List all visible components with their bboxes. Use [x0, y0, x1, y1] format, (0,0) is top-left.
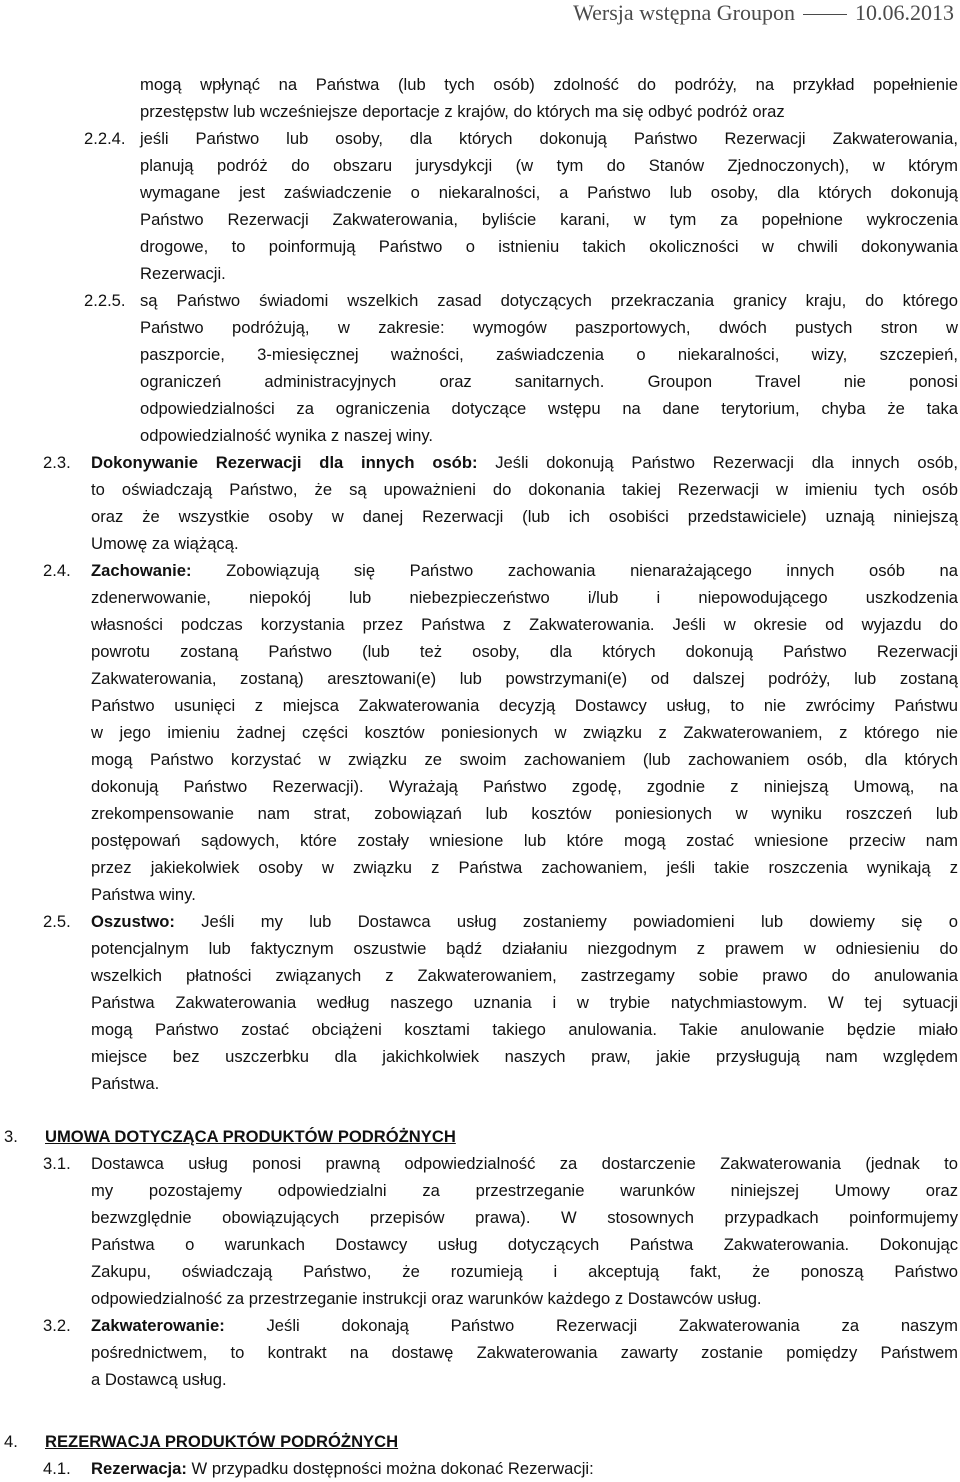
- section-title: Zakwaterowanie:: [91, 1316, 225, 1335]
- paragraph-line: są Państwo świadomi wszelkich zasad dotyczących przekraczania granicy kraju, do którego: [140, 291, 958, 310]
- document-body: [0, 71, 960, 1482]
- paragraph-line: odpowiedzialności za ograniczenia dotyczące wstępu na dane terytorium, chyba że taka: [140, 399, 958, 418]
- heading-number: 4.: [4, 1432, 18, 1451]
- paragraph-line: własności podczas korzystania przez Państwa z Zakwaterowania. Jeśli w okresie od wyjazdu do: [91, 615, 958, 634]
- paragraph-line: postępowań sądowych, które zostały wniesione lub które mogą zostać wniesione przeciw nam: [91, 831, 958, 850]
- header-date: 10.06.2013: [855, 0, 954, 25]
- paragraph-line: odpowiedzialność wynika z naszej winy.: [140, 426, 433, 445]
- paragraph-line: Państwo Rezerwacji Zakwaterowania, byliście karani, w tym za popełnione wykroczenia: [140, 210, 958, 229]
- paragraph-text: W przypadku dostępności można dokonać Rezerwacji:: [186, 1459, 594, 1478]
- section-number: 3.2.: [43, 1316, 71, 1335]
- paragraph-text: Jeśli dokonują Państwo Rezerwacji dla innych osób,: [477, 453, 958, 472]
- document-header: [573, 0, 954, 30]
- paragraph-line: paszporcie, 3-miesięcznej ważności, zaświadczenia o niekaralności, wizy, szczepień,: [140, 345, 958, 364]
- section-number: 3.1.: [43, 1154, 71, 1173]
- paragraph-line: mogą Państwo zostać obciążeni kosztami takiego anulowania. Takie anulowanie będzie miało: [91, 1020, 958, 1039]
- clause-number: 2.2.4.: [84, 129, 126, 148]
- paragraph-line: Państwo usunięci z miejsca Zakwaterowania decyzją Dostawcy usług, to nie zwrócimy Państwu: [91, 696, 958, 715]
- paragraph-line: powrotu zostaną Państwo (lub też osoby, dla których dokonują Państwo Rezerwacji: [91, 642, 958, 661]
- paragraph-line: przez jakiekolwiek osoby w związku z Państwa zachowaniem, jeśli takie roszczenia wynikają z: [91, 858, 958, 877]
- paragraph-line: wymagane jest zaświadczenie o niekaralności, a Państwo lub osoby, dla których dokonują: [140, 183, 958, 202]
- paragraph-line: w jego imieniu żadnej części kosztów poniesionych w związku z Zakwaterowaniem, z którego nie: [91, 723, 958, 742]
- paragraph-line: Zakwaterowania, zostaną) aresztowani(e) lub powstrzymani(e) od dalszej podróży, lub zostaną: [91, 669, 958, 688]
- clause-number: 2.2.5.: [84, 291, 126, 310]
- section-title: Rezerwacja:: [91, 1459, 187, 1478]
- section-2-5: [0, 908, 960, 1097]
- paragraph-line: Rezerwacji.: [140, 264, 226, 283]
- section-3-1: [0, 1150, 960, 1312]
- section-number: 2.5.: [43, 912, 71, 931]
- section-title: Zachowanie:: [91, 561, 192, 580]
- paragraph-line: jeśli Państwo lub osoby, dla których dokonują Państwo Rezerwacji Zakwaterowania,: [140, 129, 958, 148]
- paragraph-line: Zakupu, oświadczają Państwo, że rozumieją i akceptują fakt, że ponoszą Państwo: [91, 1262, 958, 1281]
- paragraph-line: a Dostawcą usług.: [91, 1370, 227, 1389]
- section-3-2: [0, 1312, 960, 1393]
- paragraph-line: Umowę za wiążącą.: [91, 534, 239, 553]
- paragraph-line: miejsce bez uszczerbku dla jakichkolwiek naszych praw, jakie przysługują nam względem: [91, 1047, 958, 1066]
- section-number: 2.4.: [43, 561, 71, 580]
- paragraph-line: mogą Państwo korzystać w związku ze swoim zachowaniem (lub zachowaniem osób, dla których: [91, 750, 958, 769]
- header-dash: [803, 14, 847, 15]
- section-2-4: [0, 557, 960, 908]
- paragraph-line: Dostawca usług ponosi prawną odpowiedzialność za dostarczenie Zakwaterowania (jednak to: [91, 1154, 958, 1173]
- paragraph-line: dokonują Państwo Rezerwacji). Wyrażają Państwo zgodę, zgodnie z niniejszą Umową, na: [91, 777, 958, 796]
- paragraph-line: my pozostajemy odpowiedzialni za przestrzeganie warunków niniejszej Umowy oraz: [91, 1181, 958, 1200]
- section-heading-3: [0, 1123, 960, 1150]
- heading-title: UMOWA DOTYCZĄCA PRODUKTÓW PODRÓŻNYCH: [45, 1127, 456, 1146]
- heading-title: REZERWACJA PRODUKTÓW PODRÓŻNYCH: [45, 1432, 399, 1451]
- paragraph-line: zdenerwowanie, niepokój lub niebezpieczeństwo i/lub i niepowodującego uszkodzenia: [91, 588, 958, 607]
- paragraph-line: Państwa o warunkach Dostawcy usług dotyczących Państwa Zakwaterowania. Dokonując: [91, 1235, 958, 1254]
- paragraph-line: wszelkich płatności związanych z Zakwaterowaniem, zastrzegamy sobie prawo do anulowania: [91, 966, 958, 985]
- section-heading-4: [0, 1428, 960, 1455]
- heading-number: 3.: [4, 1127, 18, 1146]
- paragraph-line: drogowe, to poinformują Państwo o istnieniu takich okoliczności w chwili dokonywania: [140, 237, 958, 256]
- paragraph-line: Państwa Zakwaterowania według naszego uznania i w trybie natychmiastowym. W tej sytuacji: [91, 993, 958, 1012]
- paragraph-line: Państwa winy.: [91, 885, 196, 904]
- section-title: Dokonywanie Rezerwacji dla innych osób:: [91, 453, 478, 472]
- paragraph-line: pośrednictwem, to kontrakt na dostawę Zakwaterowania zawarty zostanie pomiędzy Państwem: [91, 1343, 958, 1362]
- section-number: 4.1.: [43, 1459, 71, 1478]
- paragraph-line: odpowiedzialność za przestrzeganie instrukcji oraz warunków każdego z Dostawców usług.: [91, 1289, 762, 1308]
- paragraph-line: planują podróż do obszaru jurysdykcji (w tym do Stanów Zjednoczonych), w którym: [140, 156, 958, 175]
- paragraph-line: Państwa.: [91, 1074, 160, 1093]
- clause-2-2-5: [0, 287, 960, 449]
- section-number: 2.3.: [43, 453, 71, 472]
- clause-2-2-4: [0, 125, 960, 287]
- paragraph-line: oraz że wszystkie osoby w danej Rezerwacji (lub ich osobiści przedstawiciele) uznają niniejszą: [91, 507, 958, 526]
- paragraph-text: Jeśli my lub Dostawca usług zostaniemy powiadomieni lub dowiemy się o: [174, 912, 958, 931]
- header-version-label: Wersja wstępna Groupon: [573, 0, 795, 25]
- paragraph-line: bezwzględnie obowiązujących przepisów prawa). W stosownych przypadkach poinformujemy: [91, 1208, 958, 1227]
- section-title: Oszustwo:: [91, 912, 175, 931]
- paragraph-line: Państwo podróżują, w zakresie: wymogów paszportowych, dwóch pustych stron w: [140, 318, 958, 337]
- paragraph-line: przestępstw lub wcześniejsze deportacje z krajów, do których ma się odbyć podróż oraz: [140, 102, 785, 121]
- paragraph-line: zrekompensowanie nam strat, zobowiązań lub kosztów poniesionych w wyniku roszczeń lub: [91, 804, 958, 823]
- paragraph-line: potencjalnym lub faktycznym oszustwie bądź działaniu niezgodnym z prawem w odniesieniu do: [91, 939, 958, 958]
- paragraph-line: to oświadczają Państwo, że są upoważnieni do dokonania takiej Rezerwacji w imieniu tych osób: [91, 480, 958, 499]
- paragraph-text: Jeśli dokonają Państwo Rezerwacji Zakwaterowania za naszym: [224, 1316, 958, 1335]
- paragraph-text: Zobowiązują się Państwo zachowania nienarażającego innych osób na: [191, 561, 958, 580]
- paragraph-line: mogą wpłynąć na Państwa (lub tych osób) zdolność do podróży, na przykład popełnienie: [140, 75, 958, 94]
- section-2-3: [0, 449, 960, 557]
- paragraph-line: ograniczeń administracyjnych oraz sanitarnych. Groupon Travel nie ponosi: [140, 372, 958, 391]
